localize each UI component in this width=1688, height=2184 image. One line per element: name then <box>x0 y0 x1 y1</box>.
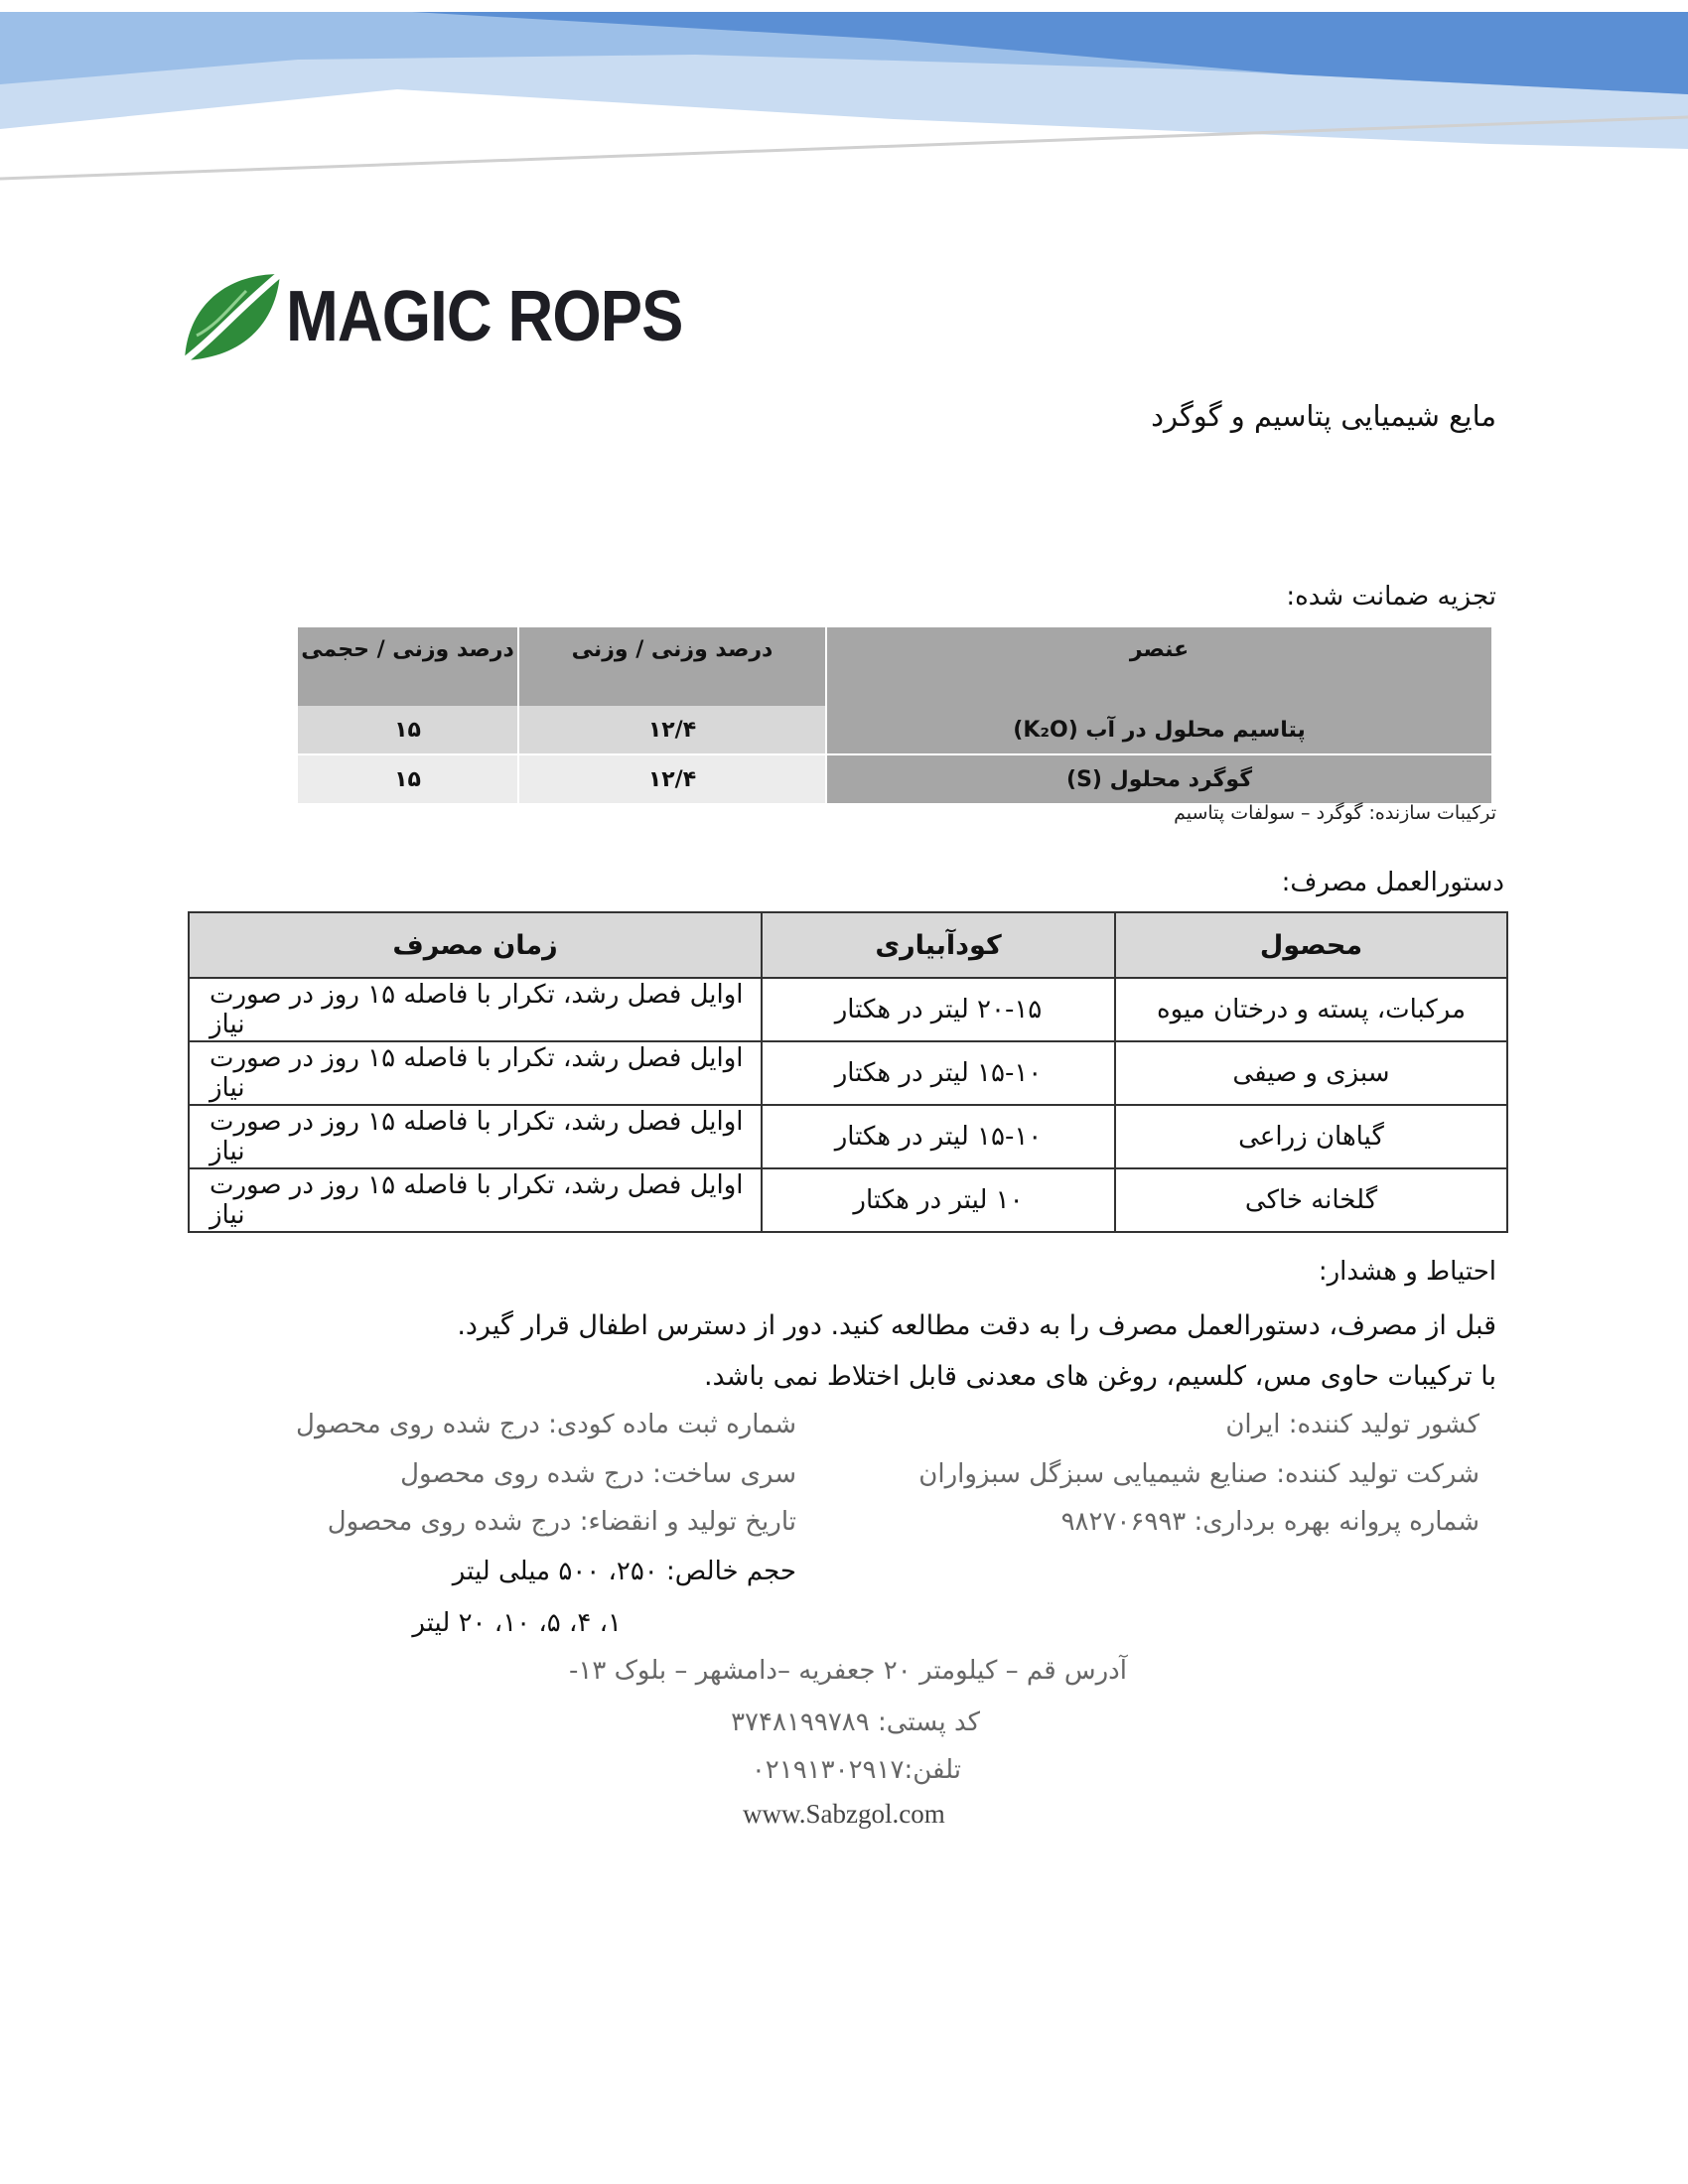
address: آدرس قم – کیلومتر ۲۰ جعفریه –دامشهر – بلوک ۱۳- <box>569 1656 1127 1686</box>
table-header-row <box>189 912 1507 978</box>
analysis-table <box>296 627 1491 805</box>
fertigation-cell: ۱۰ لیتر در هکتار <box>762 1168 1115 1232</box>
brand-logo <box>177 266 683 375</box>
registration-number: شماره ثبت ماده کودی: درج شده روی محصول <box>296 1410 796 1439</box>
wv-cell: ۱۵ <box>297 706 518 754</box>
table-header-row <box>297 627 1491 706</box>
analysis-heading: تجزیه ضمانت شده: <box>1286 582 1496 612</box>
batch-number: سری ساخت: درج شده روی محصول <box>400 1459 796 1489</box>
usage-table <box>188 911 1508 1233</box>
table-row <box>189 1105 1507 1168</box>
column-header-wv: درصد وزنی / حجمی <box>297 627 518 706</box>
phone-number: تلفن:۰۲۱۹۱۳۰۲۹۱۷ <box>751 1755 961 1785</box>
table-row <box>297 754 1491 804</box>
license-number: شماره پروانه بهره برداری: ۹۸۲۷۰۶۹۹۳ <box>1060 1507 1479 1537</box>
column-header-crop: محصول <box>1115 912 1507 978</box>
logo-text: MAGIC ROPS <box>286 277 683 356</box>
product-title: مایع شیمیایی پتاسیم و گوگرد <box>1151 399 1496 433</box>
production-expiry-dates: تاریخ تولید و انقضاء: درج شده روی محصول <box>327 1507 796 1537</box>
element-cell: پتاسیم محلول در آب (K₂O) <box>826 706 1491 754</box>
postal-code: کد پستی: ۳۷۴۸۱۹۹۷۸۹ <box>731 1707 980 1737</box>
crop-cell: گیاهان زراعی <box>1115 1105 1507 1168</box>
element-cell: گوگرد محلول (S) <box>826 754 1491 804</box>
column-header-ww: درصد وزنی / وزنی <box>518 627 826 706</box>
caution-line-2: با ترکیبات حاوی مس، کلسیم، روغن های معدنی قابل اختلاط نمی باشد. <box>703 1361 1496 1392</box>
usage-heading: دستورالعمل مصرف: <box>1281 868 1504 897</box>
crop-cell: مرکبات، پسته و درختان میوه <box>1115 978 1507 1041</box>
website-link[interactable]: www.Sabzgol.com <box>743 1799 945 1829</box>
wv-cell: ۱۵ <box>297 754 518 804</box>
table-row <box>297 706 1491 754</box>
column-header-timing: زمان مصرف <box>189 912 762 978</box>
crop-cell: سبزی و صیفی <box>1115 1041 1507 1105</box>
country-of-origin: کشور تولید کننده: ایران <box>1225 1410 1479 1439</box>
table-row <box>189 1168 1507 1232</box>
ww-cell: ۱۲/۴ <box>518 754 826 804</box>
net-volume-liter: ۱، ۴، ۵، ۱۰، ۲۰ لیتر <box>412 1608 622 1638</box>
manufacturer: شرکت تولید کننده: صنایع شیمیایی سبزگل سبزواران <box>918 1459 1479 1489</box>
ww-cell: ۱۲/۴ <box>518 706 826 754</box>
fertigation-cell: ۱۵-۱۰ لیتر در هکتار <box>762 1041 1115 1105</box>
crop-cell: گلخانه خاکی <box>1115 1168 1507 1232</box>
caution-line-1: قبل از مصرف، دستورالعمل مصرف را به دقت مطالعه کنید. دور از دسترس اطفال قرار گیرد. <box>457 1310 1496 1341</box>
column-header-fertigation: کودآبیاری <box>762 912 1115 978</box>
leaf-icon <box>177 266 286 375</box>
column-header-element: عنصر <box>826 627 1491 706</box>
caution-heading: احتیاط و هشدار: <box>1318 1257 1496 1287</box>
timing-cell: اوایل فصل رشد، تکرار با فاصله ۱۵ روز در صورت نیاز <box>189 1041 762 1105</box>
timing-cell: اوایل فصل رشد، تکرار با فاصله ۱۵ روز در صورت نیاز <box>189 1168 762 1232</box>
table-row <box>189 1041 1507 1105</box>
fertigation-cell: ۲۰-۱۵ لیتر در هکتار <box>762 978 1115 1041</box>
fertigation-cell: ۱۵-۱۰ لیتر در هکتار <box>762 1105 1115 1168</box>
net-volume-ml: حجم خالص: ۲۵۰، ۵۰۰ میلی لیتر <box>452 1557 796 1586</box>
header-banner <box>0 0 1688 189</box>
ingredients-note: ترکیبات سازنده: گوگرد – سولفات پتاسیم <box>1174 802 1496 824</box>
table-row <box>189 978 1507 1041</box>
timing-cell: اوایل فصل رشد، تکرار با فاصله ۱۵ روز در صورت نیاز <box>189 978 762 1041</box>
timing-cell: اوایل فصل رشد، تکرار با فاصله ۱۵ روز در صورت نیاز <box>189 1105 762 1168</box>
